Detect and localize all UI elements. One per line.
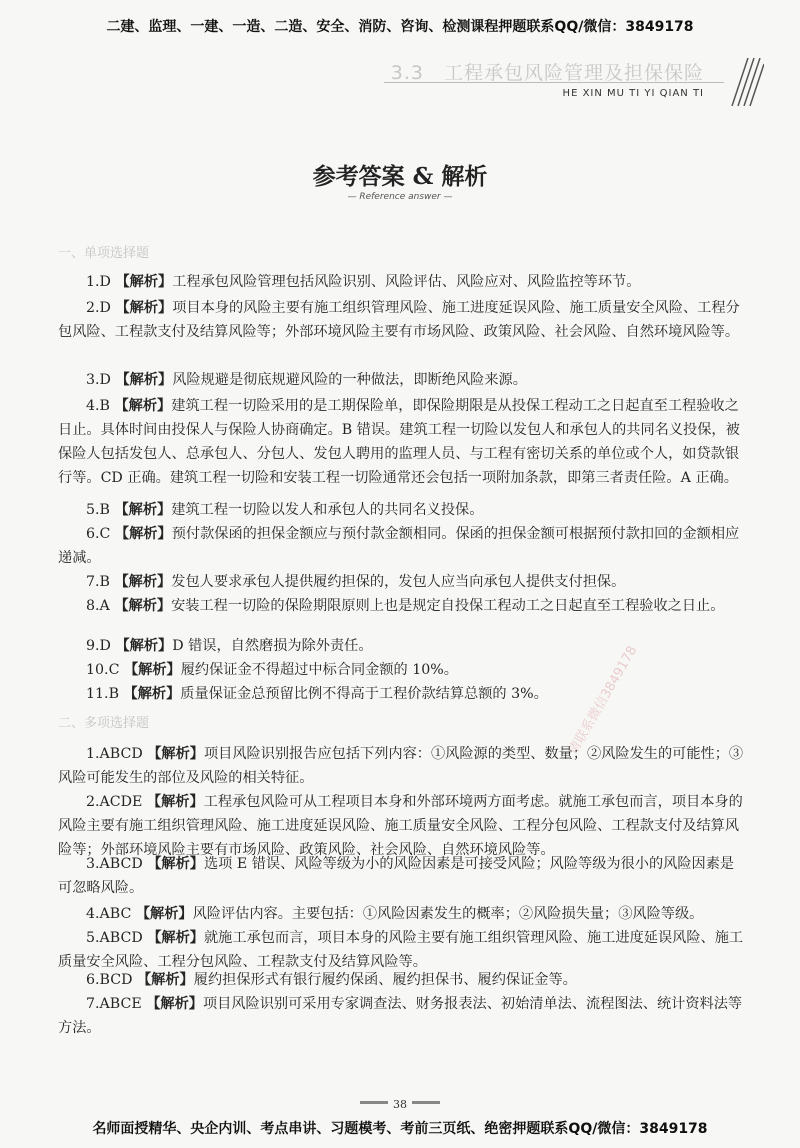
section-heading-multi: 二、多项选择题	[58, 716, 150, 731]
answer-item: 5.ABCD 【解析】就施工承包而言，项目本身的风险主要有施工组织管理风险、施工进度延误风险、施工质量安全风险、工程分包风险、工程款支付及结算风险等。	[58, 930, 744, 970]
answer-item: 3.ABCD 【解析】选项 E 错误、风险等级为小的风险因素是可接受风险；风险等级为很小的风险因素是可忽略风险。	[58, 856, 735, 896]
answer-item: 2.D 【解析】项目本身的风险主要有施工组织管理风险、施工进度延误风险、施工质量安全风险、工程分包风险、工程款支付及结算风险等；外部环境风险主要有市场风险、政策风险、社会风险、自然环境风险等。	[58, 300, 740, 340]
answer-item: 6.C 【解析】预付款保函的担保金额应与预付款金额相同。保函的担保金额可根据预付款扣回的金额相应递减。	[58, 526, 740, 566]
answer-item: 3.D 【解析】风险规避是彻底规避风险的一种做法，即断绝风险来源。	[86, 372, 527, 388]
answer-item: 5.B 【解析】建筑工程一切险以发人和承包人的共同名义投保。	[86, 502, 484, 518]
answer-item: 6.BCD 【解析】履约担保形式有银行履约保函、履约担保书、履约保证金等。	[86, 972, 577, 988]
answer-item: 7.B 【解析】发包人要求承包人提供履约担保的，发包人应当向承包人提供支付担保。	[86, 574, 626, 590]
top-banner: 二建、监理、一建、一造、二造、安全、消防、咨询、检测课程押题联系QQ/微信：3849178	[106, 19, 694, 35]
answer-item: 10.C 【解析】履约保证金不得超过中标合同金额的 10%。	[86, 662, 458, 678]
answer-item: 4.ABC 【解析】风险评估内容。主要包括：①风险因素发生的概率；②风险损失量；③风险等级。	[86, 906, 704, 922]
answer-item: 1.D 【解析】工程承包风险管理包括风险识别、风险评估、风险应对、风险监控等环节。	[86, 274, 641, 290]
answer-item: 8.A 【解析】安装工程一切险的保险期限原则上也是规定自投保工程动工之日起直至工程验收之日止。	[86, 598, 725, 614]
page-title: 参考答案 & 解析	[312, 163, 488, 190]
watermark: 请联系微信3849178	[565, 643, 641, 758]
answer-item: 11.B 【解析】质量保证金总预留比例不得高于工程价款结算总额的 3%。	[86, 686, 548, 702]
bottom-banner: 名师面授精华、央企内训、考点串讲、习题模考、考前三页纸、绝密押题联系QQ/微信：3849178	[92, 1121, 708, 1137]
chapter-pinyin: HE XIN MU TI YI QIAN TI	[562, 88, 704, 99]
answer-item: 7.ABCE 【解析】项目风险识别可采用专家调查法、财务报表法、初始清单法、流程图法、统计资料法等方法。	[58, 996, 743, 1036]
chapter-section-title: 3.3 工程承包风险管理及担保保险	[390, 62, 704, 84]
page-number-decoration-icon	[360, 1096, 440, 1110]
section-heading-single: 一、单项选择题	[58, 246, 150, 261]
page-subtitle: — Reference answer —	[347, 192, 453, 202]
answer-item: 4.B 【解析】建筑工程一切险采用的是工期保险单，即保险期限是从投保工程动工之日起直至工程验收之日止。具体时间由投保人与保险人协商确定。B 错误。建筑工程一切险以发包人和承包人的共同名义投保，被保险人包括发包人、总承包人、分包人、发包人聘用的监理人员、与工程有密切关系的单位或个人，如贷款银行等。CD 正确。建筑工程一切险和安装工程一切险通常还会包括一项附加条款，即第三者责任险。A 正确。	[58, 398, 740, 486]
answer-item: 9.D 【解析】D 错误，自然磨损为除外责任。	[86, 638, 373, 654]
answer-item: 2.ACDE 【解析】工程承包风险可从工程项目本身和外部环境两方面考虑。就施工承包而言，项目本身的风险主要有施工组织管理风险、施工进度延误风险、施工质量安全风险、工程分包风险、工程款支付及结算风险等；外部环境风险主要有市场风险、政策风险、社会风险、自然环境风险等。	[58, 794, 743, 858]
page-number: 38	[393, 1098, 407, 1110]
chapter-header	[384, 58, 764, 108]
decorative-stripes-icon	[724, 58, 764, 106]
answer-item: 1.ABCD 【解析】项目风险识别报告应包括下列内容：①风险源的类型、数量；②风险发生的可能性；③风险可能发生的部位及风险的相关特征。	[58, 746, 744, 786]
